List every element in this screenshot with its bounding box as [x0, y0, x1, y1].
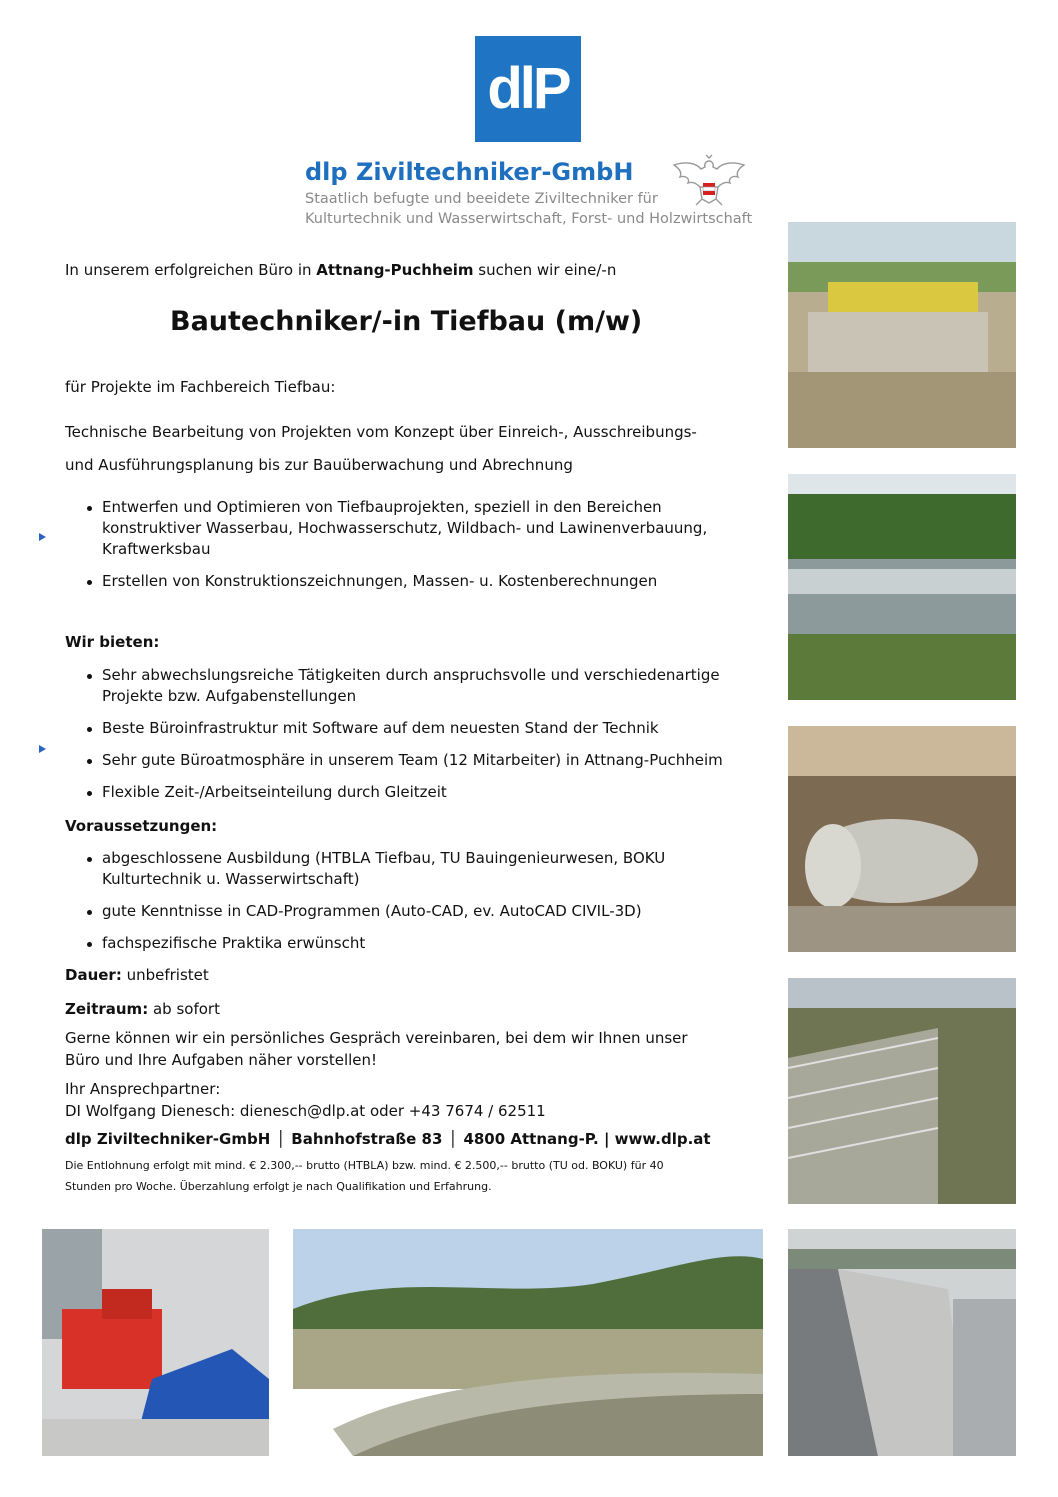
closing-line-2: Büro und Ihre Aufgaben näher vorstellen! — [65, 1051, 378, 1069]
intro-after: suchen wir eine/-n — [473, 261, 617, 279]
list-item: fachspezifische Praktika erwünscht — [84, 933, 665, 954]
contact-label: Ihr Ansprechpartner: — [65, 1080, 221, 1098]
bullet-marker-icon — [39, 533, 46, 541]
offer-heading: Wir bieten: — [65, 633, 160, 651]
intro-before: In unserem erfolgreichen Büro in — [65, 261, 317, 279]
requirements-list — [84, 848, 665, 965]
projects-line: für Projekte im Fachbereich Tiefbau: — [65, 378, 336, 396]
photo-river-rapids — [788, 474, 1016, 700]
photo-rockfall-net — [788, 978, 1016, 1204]
period: Zeitraum: ab sofort — [65, 1000, 220, 1018]
logo-text: dlP — [487, 56, 569, 121]
tagline-line-1: Staatlich befugte und beeidete Ziviltechniker für — [305, 191, 658, 207]
list-item: abgeschlossene Ausbildung (HTBLA Tiefbau, TU Bauingenieurwesen, BOKU Kulturtechnik u. Wasserwirtschaft) — [84, 848, 665, 890]
requirements-heading: Voraussetzungen: — [65, 817, 218, 835]
list-item: gute Kenntnisse in CAD-Programmen (Auto-CAD, ev. AutoCAD CIVIL-3D) — [84, 901, 665, 922]
task-list — [84, 497, 707, 603]
photo-turbine-room — [42, 1229, 269, 1456]
list-item: Sehr abwechslungsreiche Tätigkeiten durch anspruchsvolle und verschiedenartige Projekte bzw. Aufgabenstellungen — [84, 665, 723, 707]
salary-line-2: Stunden pro Woche. Überzahlung erfolgt je nach Qualifikation und Erfahrung. — [65, 1180, 492, 1193]
intro-location: Attnang-Puchheim — [316, 261, 474, 279]
job-title: Bautechniker/-in Tiefbau (m/w) — [170, 306, 643, 337]
tagline-line-2: Kulturtechnik und Wasserwirtschaft, Forst- und Holzwirtschaft — [305, 211, 753, 227]
austrian-eagle-icon — [666, 153, 752, 207]
description-line-1: Technische Bearbeitung von Projekten vom Konzept über Einreich-, Ausschreibungs- — [65, 423, 697, 441]
list-item: Flexible Zeit-/Arbeitseinteilung durch Gleitzeit — [84, 782, 723, 803]
closing-line-1: Gerne können wir ein persönliches Gespräch vereinbaren, bei dem wir Ihnen unser — [65, 1029, 688, 1047]
bullet-marker-icon — [39, 745, 46, 753]
list-item: Erstellen von Konstruktionszeichnungen, Massen- u. Kostenberechnungen — [84, 571, 707, 592]
list-item: Sehr gute Büroatmosphäre in unserem Team (12 Mitarbeiter) in Attnang-Puchheim — [84, 750, 723, 771]
offer-list — [84, 665, 723, 814]
photo-river-landscape — [293, 1229, 763, 1456]
photo-flood-wall — [788, 1229, 1016, 1456]
description-line-2: und Ausführungsplanung bis zur Bauüberwachung und Abrechnung — [65, 456, 573, 474]
intro-text — [65, 261, 616, 279]
contact-line: DI Wolfgang Dienesch: dienesch@dlp.at oder +43 7674 / 62511 — [65, 1102, 546, 1120]
list-item: Entwerfen und Optimieren von Tiefbauprojekten, speziell in den Bereichen konstruktiver Wasserbau, Hochwasserschutz, Wildbach- und Lawinenverbauung, Kraftwerksbau — [84, 497, 707, 560]
company-logo — [475, 36, 581, 142]
salary-line-1: Die Entlohnung erfolgt mit mind. € 2.300,-- brutto (HTBLA) bzw. mind. € 2.500,-- brutto (TU od. BOKU) für 40 — [65, 1159, 664, 1172]
duration: Dauer: unbefristet — [65, 966, 209, 984]
company-name: dlp Ziviltechniker-GmbH — [305, 158, 634, 186]
photo-construction-site — [788, 222, 1016, 448]
list-item: Beste Büroinfrastruktur mit Software auf dem neuesten Stand der Technik — [84, 718, 723, 739]
photo-concrete-tank — [788, 726, 1016, 952]
footer-address: dlp Ziviltechniker-GmbH │ Bahnhofstraße 83 │ 4800 Attnang-P. | www.dlp.at — [65, 1130, 711, 1148]
